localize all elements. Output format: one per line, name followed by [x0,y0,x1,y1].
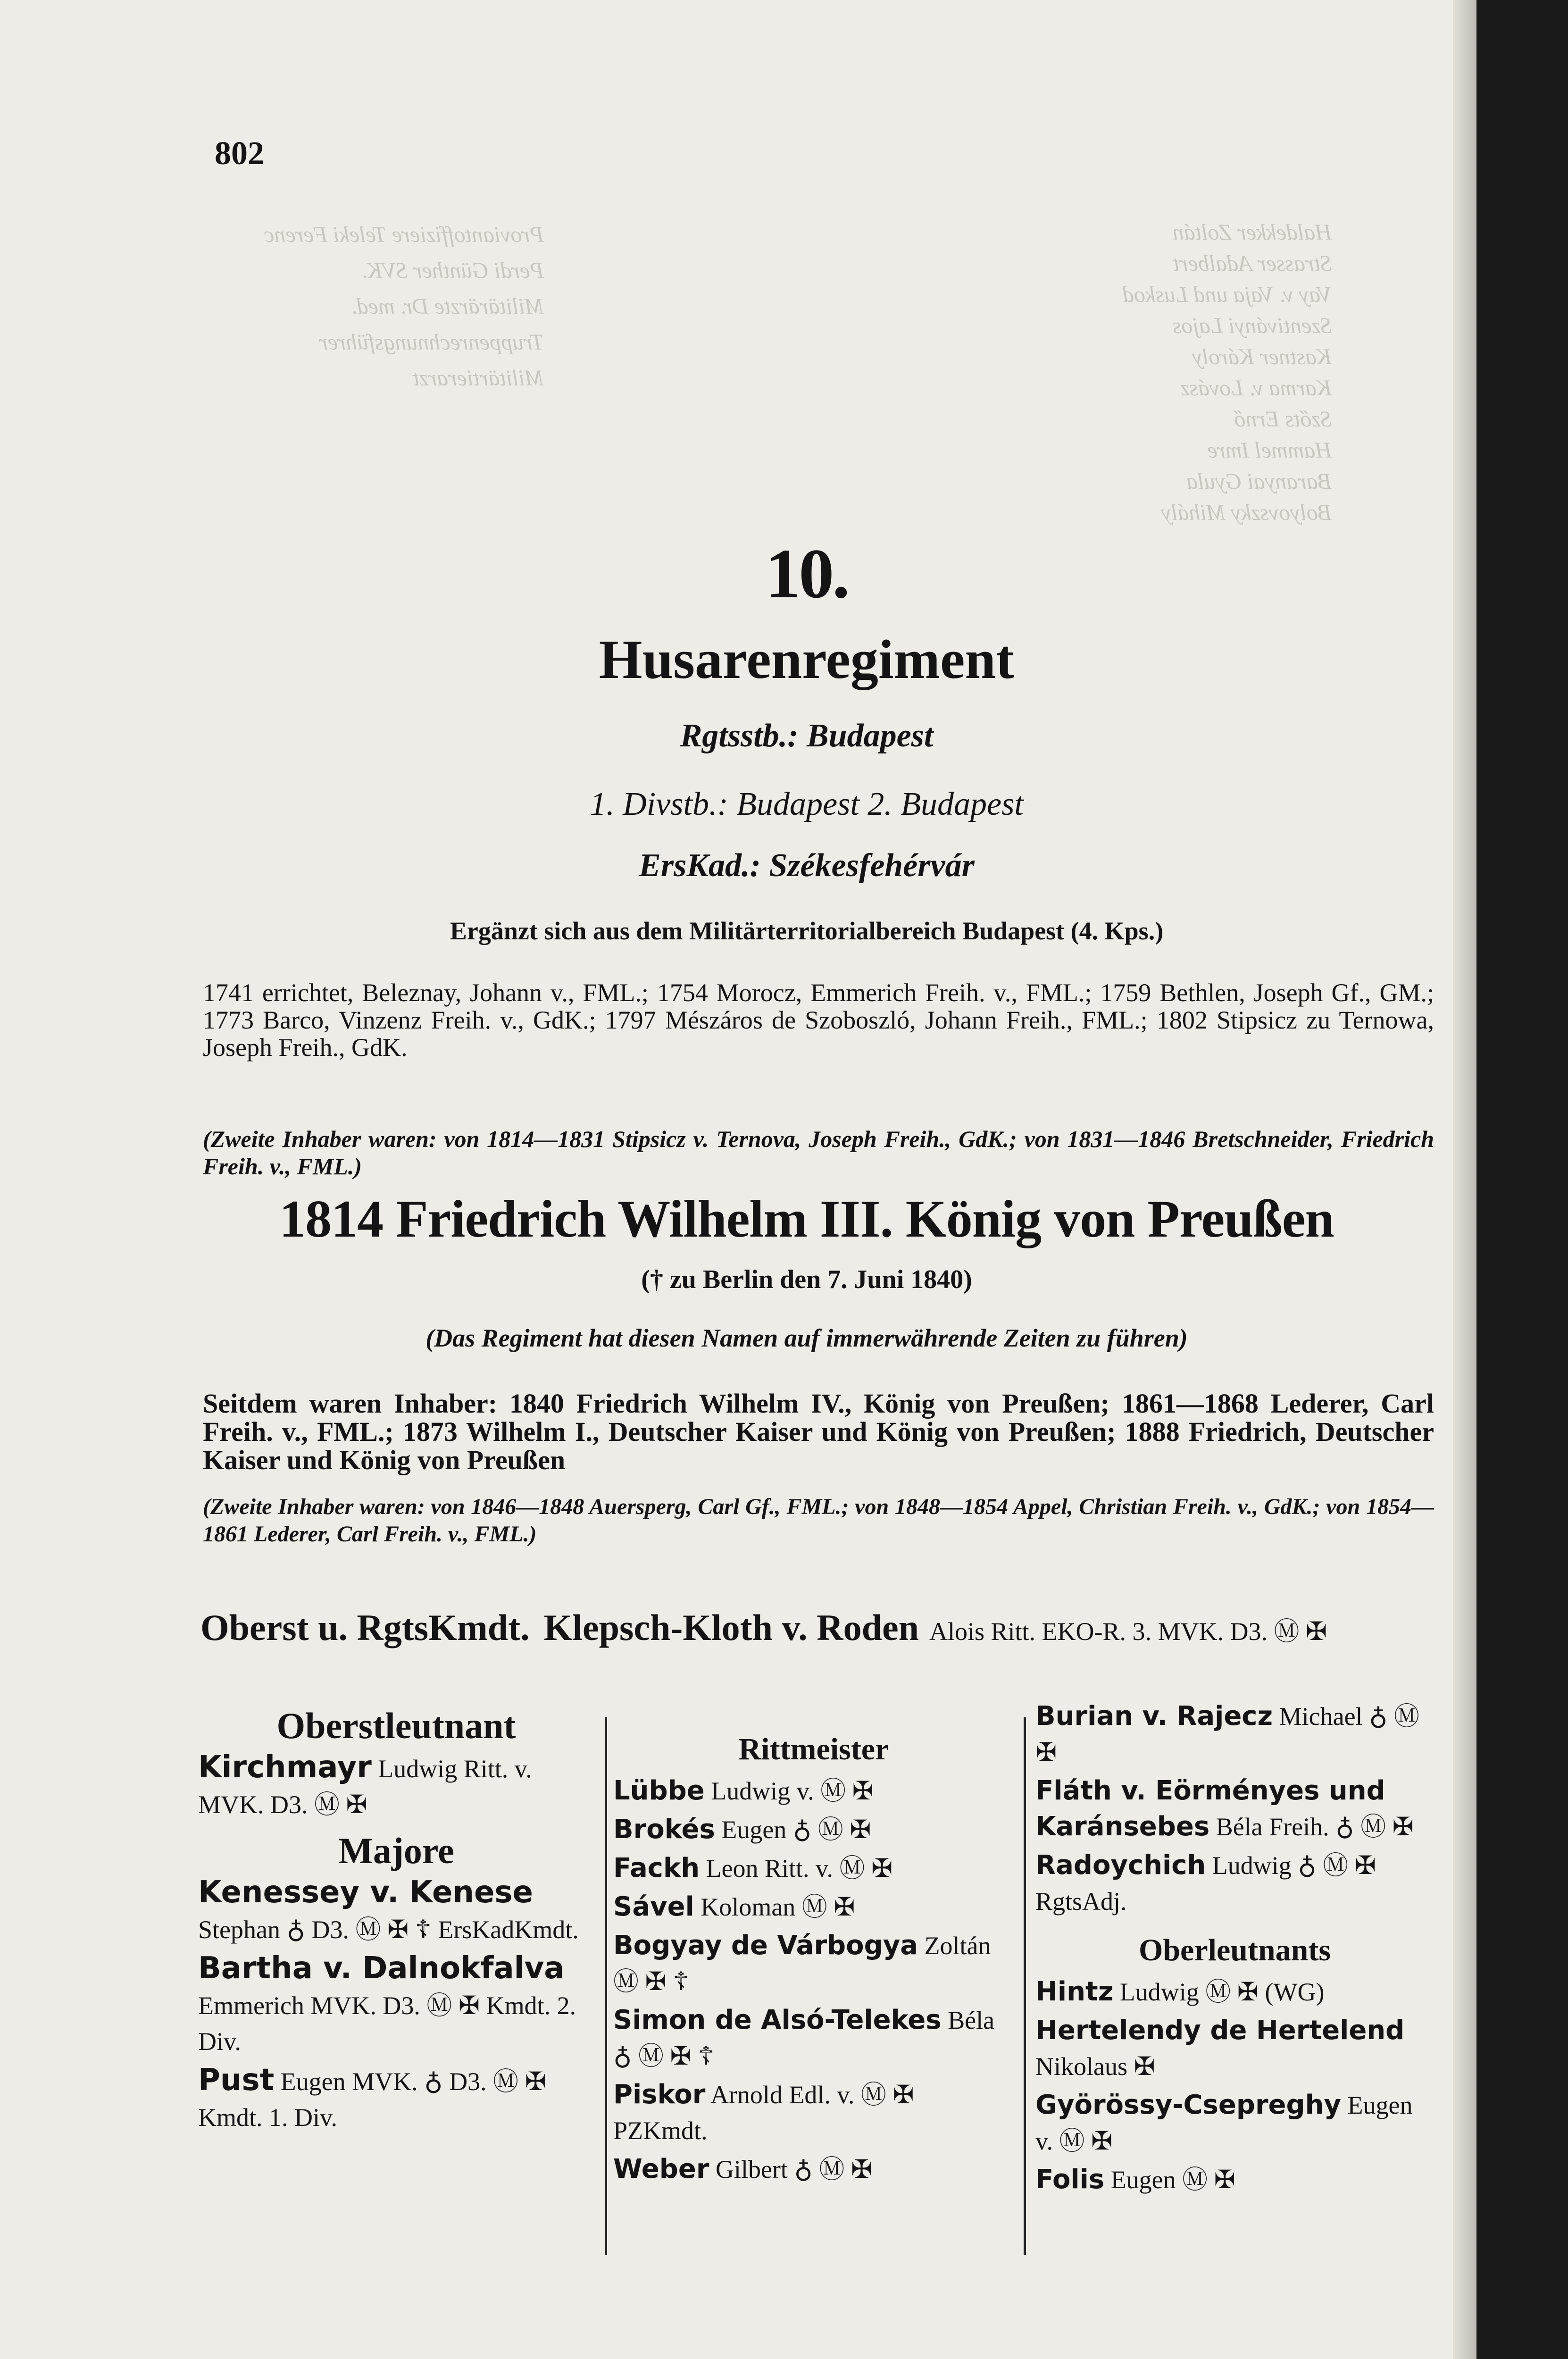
officer-detail: Koloman Ⓜ ✠ [701,1893,855,1921]
officer-entry [613,2151,1014,2187]
officer-name: Simon de Alsó-Telekes [613,2005,942,2035]
officer-name: Kenessey v. Kenese [198,1875,533,1910]
officer-detail: Eugen v. Ⓜ ✠ [1035,2091,1413,2155]
officer-entry [613,1889,1014,1925]
reserve-cadre-location: ErsKad.: Székesfehérvár [639,847,975,884]
officer-detail: Eugen Ⓜ ✠ [1110,2166,1235,2194]
officer-name: Burian v. Rajecz [1035,1701,1273,1732]
officer-detail: Arnold Edl. v. Ⓜ ✠ PZKmdt. [613,2081,914,2145]
regiment-name-note: (Das Regiment hat diesen Namen auf immerwährende Zeiten zu führen) [425,1324,1188,1352]
page-number: 802 [215,135,264,172]
officer-entry [613,1773,1014,1809]
officer-name: Fackh [613,1853,700,1883]
second-owners-note-2: (Zweite Inhaber waren: von 1846—1848 Auersperg, Carl Gf., FML.; von 1848—1854 Appel, Christian Freih. v., GdK.; von 1854—1861 Lederer, Carl Freih. v., FML.) [203,1494,1434,1547]
officer-detail: Eugen MVK. ♁ D3. Ⓜ ✠ Kmdt. 1. Div. [198,2067,546,2132]
officer-entry [613,2077,1014,2149]
officer-detail: Zoltán Ⓜ ✠ ☦ [613,1932,991,1996]
officer-name: Bogyay de Várbogya [613,1930,918,1961]
regiment-history: 1741 errichtet, Beleznay, Johann v., FML.; 1754 Morocz, Emmerich Freih. v., FML.; 1759 Bethlen, Joseph Gf., GM.; 1773 Barco, Vinzenz Freih. v., GdK.; 1797 Mészáros de Szoboszló, Johann Freih., FML.; 1802 Stipsicz zu Ternowa, Joseph Freih., GdK. [203,979,1434,1062]
officer-detail: Stephan ♁ D3. Ⓜ ✠ ☦ ErsKadKmdt. [198,1916,579,1944]
officer-entry [198,1950,594,2059]
regiment-commander-line [200,1606,1446,1649]
officer-detail: Ludwig ♁ Ⓜ ✠ RgtsAdj. [1035,1851,1376,1916]
officer-entry [1035,2013,1434,2084]
officer-detail: Nikolaus ✠ [1035,2052,1155,2081]
commander-details: Alois Ritt. EKO-R. 3. MVK. D3. Ⓜ ✠ [929,1617,1327,1646]
heading-oberleutnants: Oberleutnants [1138,1933,1331,1967]
officer-detail: Leon Ritt. v. Ⓜ ✠ [706,1854,893,1882]
officer-entry [1035,1773,1434,1845]
regiment-number: 10. [765,535,848,613]
regiment-staff-location: Rgtsstb.: Budapest [680,718,934,754]
officer-detail: Béla Freih. ♁ Ⓜ ✠ [1216,1813,1414,1841]
owner-death-note: († zu Berlin den 7. Juni 1840) [641,1265,972,1294]
officer-detail: Ludwig v. Ⓜ ✠ [711,1777,874,1805]
bleed-through-texture: Proviantoffiziere Teleki Ferenc Perdi Günther SVK. Militärärzte Dr. med. Truppenrechnungsführer Militärtierarzt [264,222,544,391]
page-edge-shadow [1453,0,1476,2359]
officer-entry [198,1749,594,1823]
officer-detail: Gilbert ♁ Ⓜ ✠ [715,2155,873,2183]
officer-name: Brokés [613,1814,715,1845]
officer-name: Folis [1035,2164,1105,2195]
officer-entry [198,1874,594,1948]
bleed-through-texture-2: Haldekker Zoltán Strasser Adalbert Vay v. Vaja und Luskod Szentiványi Lajos Kastner Károly Karma v. Lovász Szőts Ernő Hammel Imre Baranyai Gyula Bolyovszky Mihály [1123,220,1332,525]
commander-name: Klepsch-Kloth v. Roden [543,1607,919,1648]
officer-entry [1035,1974,1434,2010]
recruitment-district: Ergänzt sich aus dem Militärterritorialbereich Budapest (4. Kps.) [450,917,1164,945]
subsequent-owners: Seitdem waren Inhaber: 1840 Friedrich Wilhelm IV., König von Preußen; 1861—1868 Lederer, Carl Freih. v., FML.; 1873 Wilhelm I., Deutscher Kaiser und König von Preußen; 1888 Friedrich, Deutscher Kaiser und König von Preußen [203,1388,1434,1475]
officer-name: Fláth v. Eörményes und Karánsebes [1035,1775,1385,1842]
officer-name: Weber [613,2154,709,2184]
officer-name: Hertelendy de Hertelend [1035,2015,1405,2046]
officer-entry [613,2002,1014,2074]
officer-detail: Béla ♁ Ⓜ ✠ ☦ [613,2006,995,2070]
officer-name: Kirchmayr [198,1750,372,1785]
officer-entry [198,2062,594,2135]
column-divider [1024,1717,1026,2255]
officer-name: Radoychich [1035,1850,1206,1881]
commander-rank: Oberst u. RgtsKmdt. [200,1607,530,1648]
officer-entry [1035,2162,1434,2198]
column-divider [605,1717,607,2255]
officer-entry [613,1850,1014,1886]
officer-entry [1035,2087,1434,2159]
regiment-title: Husarenregiment [599,628,1015,690]
officer-column-3 [1035,1698,1434,2200]
officer-name: Pust [198,2063,275,2098]
officer-name: Hintz [1035,1976,1114,2007]
officer-entry [613,1928,1014,1999]
officer-column-1 [198,1705,594,2138]
second-owners-note-1: (Zweite Inhaber waren: von 1814—1831 Stipsicz v. Ternova, Joseph Freih., GdK.; von 1831—1846 Bretschneider, Friedrich Freih. v., FML.) [203,1126,1434,1180]
officer-entry [1035,1698,1434,1770]
officer-name: Piskor [613,2079,706,2110]
officer-column-2 [613,1708,1014,2190]
officer-entry [613,1812,1014,1848]
officer-name: Sável [613,1891,694,1922]
officer-detail: Emmerich MVK. D3. Ⓜ ✠ Kmdt. 2. Div. [198,1991,576,2056]
officer-detail: Ludwig Ritt. v. MVK. D3. Ⓜ ✠ [198,1755,532,1819]
officer-detail: Michael ♁ Ⓜ ✠ [1035,1702,1420,1766]
officer-detail: Eugen ♁ Ⓜ ✠ [721,1815,871,1844]
officer-name: Bartha v. Dalnokfalva [198,1951,565,1986]
owner-title: 1814 Friedrich Wilhelm III. König von Preußen [279,1190,1334,1248]
heading-rittmeister: Rittmeister [738,1732,889,1766]
heading-majore: Majore [338,1830,454,1871]
officer-entry [1035,1848,1434,1919]
officer-name: Lübbe [613,1775,705,1806]
heading-oberstleutnant: Oberstleutnant [276,1705,516,1746]
division-staff-locations: 1. Divstb.: Budapest 2. Budapest [590,786,1024,822]
officer-name: Györössy-Csepreghy [1035,2090,1341,2120]
officer-detail: Ludwig Ⓜ ✠ (WG) [1119,1978,1325,2006]
